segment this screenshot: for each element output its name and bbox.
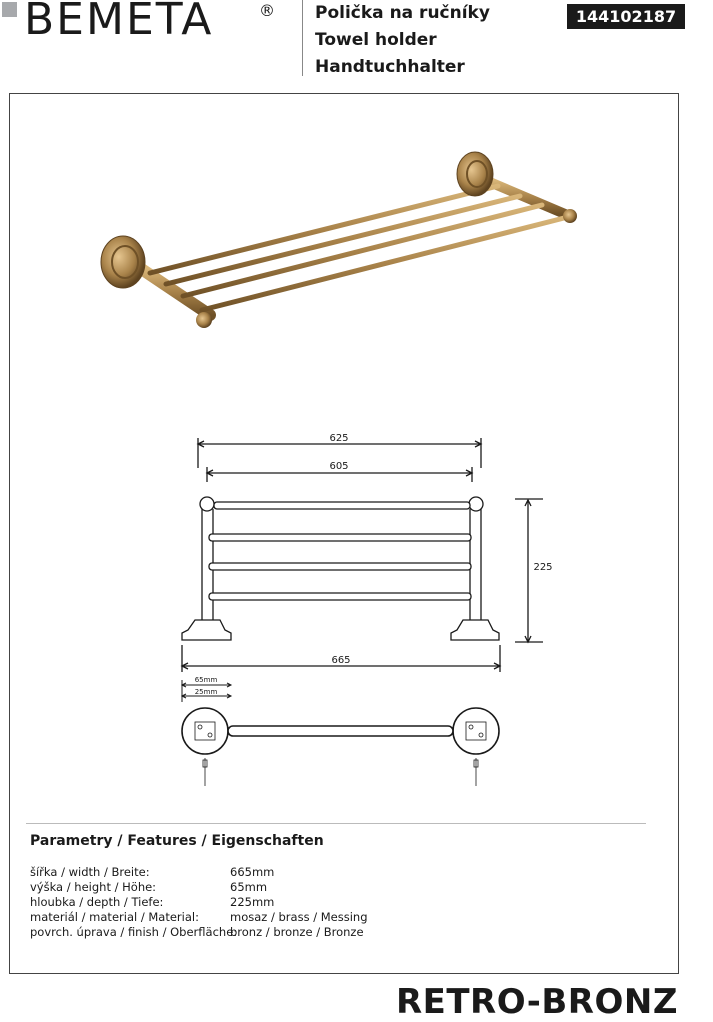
title-cz: Polička na ručníky xyxy=(315,3,490,23)
product-code: 144102187 xyxy=(567,4,685,29)
spec-value: 65mm xyxy=(230,880,268,894)
title-de: Handtuchhalter xyxy=(315,57,465,77)
top-technical-drawing xyxy=(165,674,525,794)
spec-row-height xyxy=(30,880,368,895)
title-en: Towel holder xyxy=(315,30,437,50)
spec-label: hloubka / depth / Tiefe: xyxy=(30,895,164,909)
spec-value: 225mm xyxy=(230,895,275,909)
product-photo xyxy=(80,140,600,350)
dim-665: 665 xyxy=(331,655,351,666)
features-heading: Parametry / Features / Eigenschaften xyxy=(30,833,324,849)
dim-625: 625 xyxy=(329,433,349,444)
spec-table xyxy=(30,865,368,940)
brand-logo xyxy=(0,2,290,48)
end-knob-right xyxy=(563,209,577,223)
dim-25mm: 25mm xyxy=(194,688,218,696)
dim-65mm: 65mm xyxy=(194,676,218,684)
dim-605: 605 xyxy=(329,461,349,472)
brand-name: BEMETA xyxy=(24,0,214,45)
spec-label: šířka / width / Breite: xyxy=(30,865,150,879)
registered-mark: ® xyxy=(259,1,275,20)
spec-label: materiál / material / Material: xyxy=(30,910,199,924)
dim-225: 225 xyxy=(533,562,553,573)
spec-row-depth xyxy=(30,895,368,910)
features-divider xyxy=(26,823,646,824)
spec-row-width xyxy=(30,865,368,880)
spec-label: povrch. úprava / finish / Oberfläche: xyxy=(30,925,238,939)
product-titles xyxy=(315,0,490,81)
spec-row-material xyxy=(30,910,368,925)
logo-square xyxy=(2,2,17,17)
spec-row-finish xyxy=(30,925,368,940)
end-knob-left xyxy=(196,312,212,328)
series-name: RETRO-BRONZ xyxy=(395,982,678,1022)
spec-value: mosaz / brass / Messing xyxy=(230,910,368,924)
spec-value: 665mm xyxy=(230,865,275,879)
spec-value: bronz / bronze / Bronze xyxy=(230,925,364,939)
title-divider xyxy=(302,0,303,76)
front-technical-drawing xyxy=(165,420,565,680)
spec-label: výška / height / Höhe: xyxy=(30,880,157,894)
